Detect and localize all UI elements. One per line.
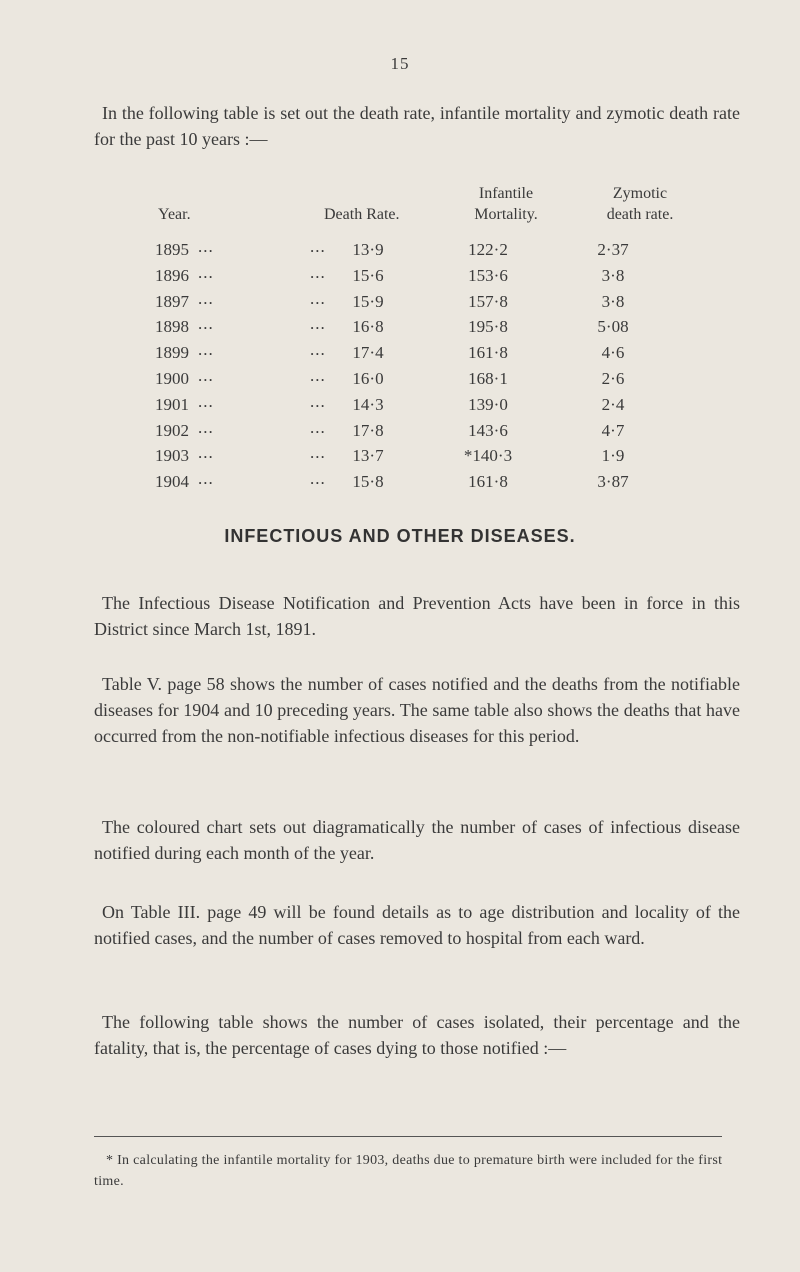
leader-dots: ... [310, 288, 326, 308]
col-header-zymotic-death-rate [582, 183, 698, 225]
leader-dots: ... [198, 314, 214, 334]
table-row [0, 237, 800, 266]
cell-death-rate: 15·6 [352, 265, 384, 285]
paragraph-coloured-chart: The coloured chart sets out diagramatically the number of cases of infectious disease notified during each month of the year. [94, 817, 740, 863]
leader-dots: ... [310, 340, 326, 360]
cell-death-rate: 14·3 [352, 394, 384, 414]
cell-infantile-mortality: 168·1 [468, 369, 508, 388]
cell-year: 1898 [155, 317, 189, 337]
leader-dots: ... [310, 443, 326, 463]
leader-dots: ... [198, 288, 214, 308]
leader-dots: ... [198, 340, 214, 360]
leader-dots: ... [198, 391, 214, 411]
footnote-divider [94, 1136, 722, 1137]
footnote: * In calculating the infantile mortality for 1903, deaths due to premature birth were included for the first time. [94, 1153, 723, 1189]
cell-zymotic-death-rate: 1·9 [601, 446, 625, 466]
table-row [0, 288, 800, 318]
cell-infantile-mortality: 153·6 [468, 265, 508, 285]
table-row [0, 314, 800, 343]
cell-death-rate: 13·7 [352, 446, 384, 466]
cell-infantile-mortality: 161·8 [468, 472, 508, 492]
table-row [0, 391, 800, 421]
col-header-infantile-line1: Infantile [478, 185, 534, 202]
cell-zymotic-death-rate: 2·37 [597, 240, 629, 259]
cell-year: 1895 [155, 240, 189, 259]
cell-zymotic-death-rate: 3·87 [597, 472, 629, 492]
cell-zymotic-death-rate: 2·4 [601, 394, 625, 414]
cell-infantile-mortality: 143·6 [468, 420, 508, 440]
table-row [0, 366, 800, 395]
page-number: 15 [390, 54, 410, 73]
cell-infantile-mortality: *140·3 [463, 446, 513, 466]
cell-death-rate: 15·8 [352, 472, 384, 492]
leader-dots: ... [310, 469, 326, 489]
paragraph-table-iii: On Table III. page 49 will be found details as to age distribution and locality of the notified cases, and the number of cases removed to hospital from each ward. [94, 902, 740, 948]
col-header-infantile-mortality [448, 183, 564, 225]
cell-year: 1903 [155, 446, 189, 466]
cell-year: 1901 [155, 394, 189, 414]
leader-dots: ... [198, 417, 214, 437]
intro-paragraph: In the following table is set out the death rate, infantile mortality and zymotic death rate for the past 10 years :— [94, 103, 740, 149]
paragraph-acts: The Infectious Disease Notification and Prevention Acts have been in force in this District since March 1st, 1891. [94, 593, 740, 639]
leader-dots: ... [310, 237, 326, 256]
table-row [0, 469, 800, 498]
table-row [0, 262, 800, 292]
cell-year: 1902 [155, 420, 189, 440]
paragraph-isolation: The following table shows the number of cases isolated, their percentage and the fatality, that is, the percentage of cases dying to those notified :— [94, 1012, 740, 1058]
leader-dots: ... [310, 391, 326, 411]
cell-year: 1897 [155, 291, 189, 311]
paragraph-table-v: Table V. page 58 shows the number of cases notified and the deaths from the notifiable diseases for 1904 and 10 preceding years. The same table also shows the deaths that have occurred from the non-notifiable infectious diseases for this period. [94, 674, 740, 746]
cell-death-rate: 16·0 [352, 369, 384, 388]
leader-dots: ... [198, 366, 214, 385]
cell-zymotic-death-rate: 4·6 [601, 343, 625, 363]
leader-dots: ... [198, 237, 214, 256]
leader-dots: ... [310, 262, 326, 282]
cell-zymotic-death-rate: 3·8 [601, 265, 625, 285]
leader-dots: ... [310, 417, 326, 437]
cell-death-rate: 17·4 [352, 343, 384, 363]
leader-dots: ... [198, 443, 214, 463]
cell-infantile-mortality: 157·8 [468, 291, 508, 311]
section-heading: INFECTIOUS AND OTHER DISEASES. [224, 526, 576, 546]
cell-death-rate: 13·9 [352, 240, 384, 259]
cell-infantile-mortality: 122·2 [468, 240, 508, 259]
col-header-death-rate: Death Rate. [324, 206, 400, 223]
cell-zymotic-death-rate: 3·8 [601, 291, 625, 311]
leader-dots: ... [310, 366, 326, 385]
cell-infantile-mortality: 161·8 [468, 343, 508, 363]
cell-infantile-mortality: 195·8 [468, 317, 508, 337]
cell-infantile-mortality: 139·0 [468, 394, 508, 414]
cell-year: 1904 [155, 472, 189, 492]
cell-death-rate: 16·8 [352, 317, 384, 337]
cell-death-rate: 17·8 [352, 420, 384, 440]
col-header-zymotic-line2: death rate. [606, 206, 674, 223]
col-header-year: Year. [158, 206, 191, 223]
cell-zymotic-death-rate: 5·08 [597, 317, 629, 337]
cell-zymotic-death-rate: 4·7 [601, 420, 625, 440]
cell-death-rate: 15·9 [352, 291, 384, 311]
cell-year: 1900 [155, 369, 189, 388]
table-row [0, 443, 800, 472]
leader-dots: ... [198, 469, 214, 489]
cell-year: 1896 [155, 265, 189, 285]
cell-year: 1899 [155, 343, 189, 363]
leader-dots: ... [198, 262, 214, 282]
leader-dots: ... [310, 314, 326, 334]
col-header-zymotic-line1: Zymotic [612, 185, 668, 202]
col-header-infantile-line2: Mortality. [474, 206, 538, 223]
table-row [0, 340, 800, 369]
cell-zymotic-death-rate: 2·6 [601, 369, 625, 388]
table-row [0, 417, 800, 447]
